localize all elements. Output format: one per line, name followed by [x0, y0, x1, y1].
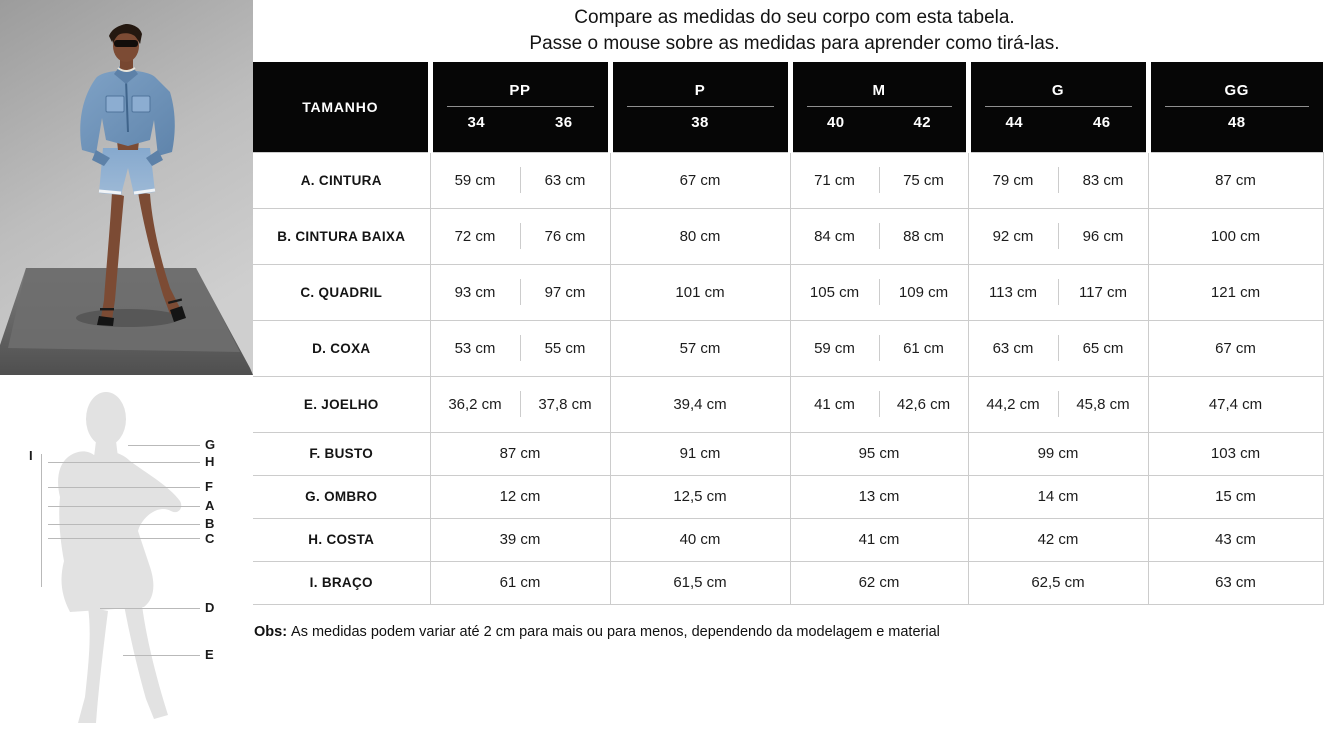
measurement-value: 97 cm: [544, 283, 586, 301]
header-divider-line: [807, 106, 952, 107]
header-tamanho: TAMANHO: [253, 62, 430, 152]
header-divider-line: [985, 106, 1132, 107]
measurement-line-e: [123, 655, 200, 656]
measurement-cell: [610, 518, 790, 561]
size-group-label: P: [694, 81, 706, 99]
measurement-cell: [790, 376, 968, 432]
measurement-cell: [968, 376, 1148, 432]
measurement-value: 12,5 cm: [673, 488, 727, 505]
measurement-value: 12 cm: [499, 488, 541, 505]
measurement-value: 59 cm: [814, 339, 855, 357]
measurement-cell: [790, 475, 968, 518]
size-number: 48: [1228, 113, 1246, 131]
measurement-value: 109 cm: [898, 283, 949, 301]
measurement-cell: [968, 432, 1148, 475]
measurement-value: 44,2 cm: [986, 395, 1040, 413]
measurement-value: 76 cm: [544, 227, 586, 245]
measurement-cell: [790, 264, 968, 320]
measurement-value: 105 cm: [809, 283, 860, 301]
size-group-label: M: [872, 81, 886, 99]
row-label[interactable]: A. CINTURA: [253, 152, 430, 208]
measurement-cell: [430, 208, 610, 264]
size-group-header-gg: [1148, 62, 1323, 152]
measurement-cell: [610, 264, 790, 320]
measurement-value: 53 cm: [454, 339, 496, 357]
table-row: [253, 208, 1323, 264]
measurement-value: 39 cm: [499, 531, 541, 548]
measurement-cell: [790, 208, 968, 264]
measurement-cell: [968, 264, 1148, 320]
measurement-value: 42,6 cm: [896, 395, 951, 413]
table-row: [253, 432, 1323, 475]
measurement-cell: [790, 432, 968, 475]
measurement-value: 96 cm: [1082, 227, 1124, 245]
size-number: 38: [691, 113, 709, 131]
measurement-cell: [790, 561, 968, 604]
measurement-value: 83 cm: [1082, 171, 1124, 189]
measurement-cell: [968, 475, 1148, 518]
measurement-cell: [790, 152, 968, 208]
diagram-label-e: E: [205, 647, 215, 662]
measurement-line-f: [48, 487, 200, 488]
measurement-cell: [1148, 320, 1323, 376]
measurement-line-d: [100, 608, 200, 609]
diagram-label-c: C: [205, 531, 215, 546]
measurement-value: 55 cm: [544, 339, 586, 357]
measurement-cell: [1148, 376, 1323, 432]
measurement-value: 88 cm: [903, 227, 944, 245]
diagram-label-g: G: [205, 437, 216, 452]
measurement-cell: [430, 432, 610, 475]
measurement-value: 75 cm: [903, 171, 944, 189]
row-label[interactable]: D. COXA: [253, 320, 430, 376]
header-divider-line: [447, 106, 594, 107]
size-table: [253, 62, 1324, 605]
table-header-row: [253, 62, 1323, 152]
measurement-value: 45,8 cm: [1076, 395, 1130, 413]
measurement-cell: [610, 152, 790, 208]
measurement-value: 39,4 cm: [673, 395, 727, 413]
size-number: 44: [1005, 113, 1023, 131]
measurement-cell: [610, 208, 790, 264]
table-row: [253, 376, 1323, 432]
title-line-2: Passe o mouse sobre as medidas para aprender como tirá-las.: [529, 33, 1060, 54]
measurement-value: 113 cm: [988, 283, 1038, 301]
table-row: [253, 475, 1323, 518]
measurement-value: 43 cm: [1215, 531, 1256, 548]
row-label[interactable]: E. JOELHO: [253, 376, 430, 432]
note-prefix: Obs:: [254, 624, 288, 640]
measurement-cell: [968, 561, 1148, 604]
measurement-value: 13 cm: [858, 488, 900, 505]
diagram-label-b: B: [205, 516, 215, 531]
measurement-line-h: [48, 462, 200, 463]
model-photo-image: [0, 0, 253, 375]
measurement-cell: [430, 264, 610, 320]
measurement-value: 95 cm: [858, 445, 900, 462]
size-group-header-m: [790, 62, 968, 152]
measurement-cell: [430, 376, 610, 432]
measurement-value: 79 cm: [992, 171, 1034, 189]
measurement-value: 61,5 cm: [673, 574, 727, 591]
measurement-cell: [610, 320, 790, 376]
measurement-cell: [968, 320, 1148, 376]
size-number: 34: [467, 113, 485, 131]
measurement-cell: [610, 376, 790, 432]
measurement-value: 61 cm: [499, 574, 541, 591]
size-group-label: GG: [1224, 81, 1250, 99]
measurement-cell: [1148, 208, 1323, 264]
measurement-value: 62 cm: [858, 574, 900, 591]
measurement-cell: [430, 320, 610, 376]
measurement-cell: [610, 432, 790, 475]
measurement-value: 65 cm: [1082, 339, 1124, 357]
measurement-cell: [1148, 561, 1323, 604]
measurement-cell: [968, 518, 1148, 561]
measurement-value: 100 cm: [1210, 227, 1261, 245]
measurement-value: 103 cm: [1210, 445, 1261, 462]
diagram-label-i: I: [29, 448, 34, 463]
row-label[interactable]: G. OMBRO: [253, 475, 430, 518]
row-label[interactable]: C. QUADRIL: [253, 264, 430, 320]
measurement-line-c: [48, 538, 200, 539]
measurement-cell: [1148, 264, 1323, 320]
measurement-line-a: [48, 506, 200, 507]
row-label[interactable]: H. COSTA: [253, 518, 430, 561]
measurement-value: 72 cm: [454, 227, 496, 245]
measurement-cell: [790, 320, 968, 376]
measurement-value: 117 cm: [1078, 283, 1128, 301]
note-text: As medidas podem variar até 2 cm para mais ou para menos, dependendo da modelagem e material: [291, 624, 940, 640]
measurement-value: 71 cm: [814, 171, 855, 189]
measurement-value: 84 cm: [814, 227, 855, 245]
measurement-value: 42 cm: [1037, 531, 1079, 548]
measurement-value: 101 cm: [675, 283, 725, 301]
size-number: 36: [555, 113, 573, 131]
size-group-header-pp: [430, 62, 610, 152]
size-number: 46: [1093, 113, 1111, 131]
measurement-value: 87 cm: [1215, 171, 1256, 189]
size-group-header-p: [610, 62, 790, 152]
measurement-cell: [430, 152, 610, 208]
measurement-cell: [968, 152, 1148, 208]
measurement-cell: [790, 518, 968, 561]
row-label[interactable]: F. BUSTO: [253, 432, 430, 475]
row-label[interactable]: I. BRAÇO: [253, 561, 430, 604]
measurement-value: 67 cm: [679, 171, 721, 189]
measurement-cell: [610, 475, 790, 518]
measurement-value: 67 cm: [1215, 339, 1256, 357]
size-group-header-g: [968, 62, 1148, 152]
measurement-value: 47,4 cm: [1208, 395, 1263, 413]
diagram-label-a: A: [205, 498, 215, 513]
measurement-value: 40 cm: [679, 531, 721, 548]
measurement-value: 121 cm: [1210, 283, 1261, 301]
diagram-label-f: F: [205, 479, 214, 494]
measurement-cell: [1148, 152, 1323, 208]
header-divider-line: [627, 106, 774, 107]
measurement-value: 62,5 cm: [1031, 574, 1085, 591]
page-title: [258, 5, 1331, 57]
measurement-value: 59 cm: [454, 171, 496, 189]
measurement-line-b: [48, 524, 200, 525]
measurement-value: 41 cm: [814, 395, 855, 413]
measurement-value: 15 cm: [1215, 488, 1256, 505]
measurement-cell: [1148, 518, 1323, 561]
size-group-label: G: [1051, 81, 1065, 99]
measurement-cell: [1148, 475, 1323, 518]
size-group-label: PP: [509, 81, 531, 99]
table-row: [253, 518, 1323, 561]
measurement-value: 14 cm: [1037, 488, 1079, 505]
model-photo: [0, 0, 253, 375]
title-line-1: Compare as medidas do seu corpo com esta tabela.: [574, 7, 1015, 28]
note: [254, 624, 940, 640]
measurement-value: 63 cm: [544, 171, 586, 189]
measurement-cell: [610, 561, 790, 604]
measurement-cell: [968, 208, 1148, 264]
measurement-value: 57 cm: [679, 339, 721, 357]
measurement-value: 61 cm: [903, 339, 944, 357]
measurement-value: 93 cm: [454, 283, 496, 301]
measurement-cell: [430, 475, 610, 518]
table-row: [253, 152, 1323, 208]
measurement-line-i: [41, 454, 42, 587]
measurement-cell: [430, 561, 610, 604]
table-row: [253, 264, 1323, 320]
measurement-value: 36,2 cm: [448, 395, 502, 413]
size-number: 42: [913, 113, 931, 131]
row-label[interactable]: B. CINTURA BAIXA: [253, 208, 430, 264]
diagram-label-d: D: [205, 600, 215, 615]
table-row: [253, 561, 1323, 604]
header-divider-line: [1165, 106, 1310, 107]
table-row: [253, 320, 1323, 376]
measurement-value: 99 cm: [1037, 445, 1079, 462]
size-diagram: [0, 375, 253, 730]
measurement-value: 41 cm: [858, 531, 900, 548]
measurement-value: 63 cm: [1215, 574, 1256, 591]
measurement-cell: [430, 518, 610, 561]
measurement-value: 91 cm: [679, 445, 721, 462]
measurement-value: 92 cm: [992, 227, 1034, 245]
measurement-cell: [1148, 432, 1323, 475]
measurement-value: 37,8 cm: [538, 395, 592, 413]
measurement-line-g: [128, 445, 200, 446]
size-number: 40: [827, 113, 845, 131]
measurement-value: 63 cm: [992, 339, 1034, 357]
diagram-label-h: H: [205, 454, 215, 469]
body-silhouette: [28, 381, 228, 730]
measurement-value: 80 cm: [679, 227, 721, 245]
measurement-value: 87 cm: [499, 445, 541, 462]
